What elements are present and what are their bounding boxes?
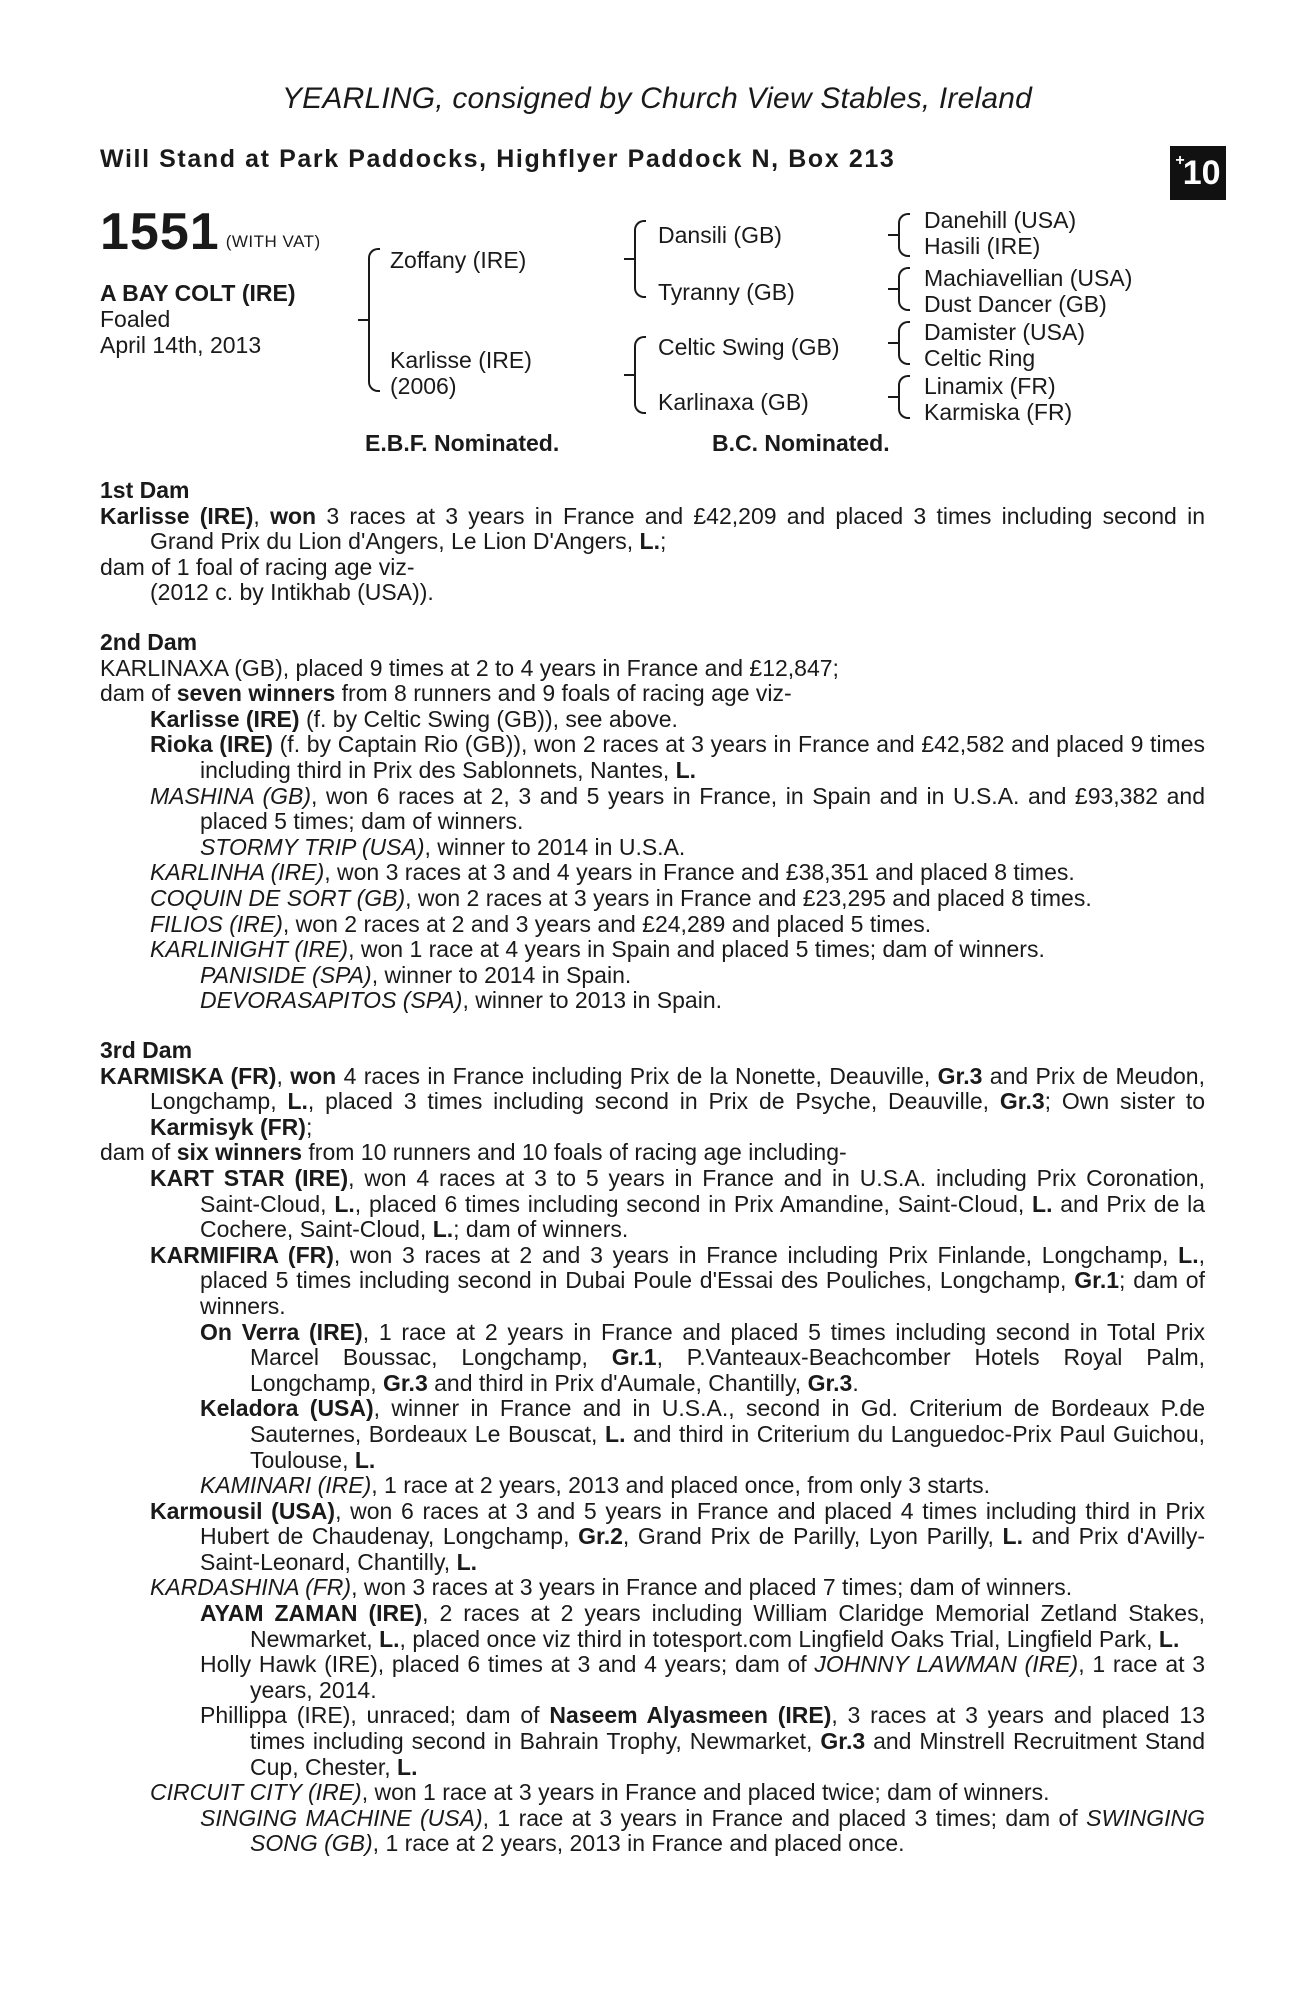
horse-name: Naseem Alyasmeen (IRE)	[549, 1702, 832, 1729]
winners-count: six winners	[176, 1139, 302, 1166]
pedigree-bracket-1	[368, 248, 380, 392]
horse-name: KARMIFIRA (FR)	[150, 1241, 334, 1268]
winners-count: seven winners	[176, 680, 336, 707]
listed-mark: L.	[1032, 1190, 1053, 1217]
second-dam-produce	[100, 681, 1205, 707]
sire-dam: Tyranny (GB)	[658, 279, 795, 305]
produce-item	[100, 912, 1205, 938]
first-dam-text: 3 races at 3 years in France and £42,209 and placed 3 times including second in Grand Prix du Lion d'Angers, Le Lion D'Angers,	[150, 502, 1205, 555]
lot-number: 1551	[100, 203, 220, 261]
listed-mark: L.	[1002, 1523, 1023, 1550]
punct: ;	[659, 528, 667, 555]
record-text: Holly Hawk (IRE), placed 6 times at 3 and 4 years; dam of	[200, 1651, 807, 1678]
produce-item	[100, 937, 1205, 963]
produce-item	[100, 963, 1205, 989]
group-mark: Gr.1	[611, 1344, 657, 1371]
record-text: and Minstrell Recruitment Stand Cup, Chester,	[250, 1728, 1206, 1780]
group-mark: Gr.3	[807, 1369, 853, 1396]
produce-item	[100, 1806, 1205, 1857]
produce-item	[100, 988, 1205, 1014]
horse-name: KART STAR (IRE)	[150, 1164, 349, 1191]
horse-name: JOHNNY LAWMAN (IRE)	[814, 1651, 1079, 1678]
record-text: and Prix de Meudon, Longchamp,	[150, 1062, 1205, 1115]
horse-name: FILIOS (IRE)	[150, 910, 283, 937]
ancestor-8: Karmiska (FR)	[924, 399, 1073, 425]
horse-name: KARDASHINA (FR)	[150, 1574, 352, 1601]
first-dam-name: Karlisse (IRE)	[100, 502, 254, 529]
pedigree-bracket-3b	[898, 267, 910, 311]
group-mark: Gr.2	[578, 1523, 623, 1550]
group-mark: Gr.3	[820, 1728, 866, 1755]
bc-nominated: B.C. Nominated.	[712, 430, 890, 456]
second-dam-intro: KARLINAXA (GB), placed 9 times at 2 to 4 years in France and £12,847;	[100, 654, 839, 681]
produce-item	[100, 1473, 1205, 1499]
third-dam-heading: 3rd Dam	[100, 1037, 193, 1063]
record-text: , won 6 races at 3 and 5 years in France and placed 4 times including third in Prix Hubert de Chaudenay, Longchamp,	[200, 1497, 1205, 1550]
ancestor-1: Danehill (USA)	[924, 207, 1077, 233]
horse-name: Rioka (IRE)	[150, 731, 273, 758]
pedigree-bracket-3d	[898, 375, 910, 419]
horse-name: KARLINIGHT (IRE)	[150, 936, 349, 963]
produce-item	[100, 707, 1205, 733]
horse-name: CIRCUIT CITY (IRE)	[150, 1779, 362, 1806]
horse-record: , won 2 races at 2 and 3 years and £24,289 and placed 5 times.	[282, 910, 932, 937]
produce-item	[100, 1575, 1205, 1601]
record-text: , won 1 race at 3 years in France and placed twice; dam of winners.	[361, 1779, 1050, 1806]
listed-mark: L.	[456, 1548, 478, 1575]
listed-mark: L.	[1178, 1241, 1199, 1268]
horse-name: Karlisse (IRE)	[150, 705, 300, 732]
horse-name: KARMISKA (FR)	[100, 1062, 277, 1089]
produce-item	[100, 1320, 1205, 1397]
sire-sire: Dansili (GB)	[658, 222, 782, 248]
produce-item	[100, 1396, 1205, 1473]
record-text: , placed once viz third in totesport.com Lingfield Oaks Trial, Lingfield Park,	[399, 1625, 1153, 1652]
record-text: , winner in France and in U.S.A., second in Gd. Criterium de Bordeaux P.de Sauternes, Bordeaux Le Bouscat,	[250, 1395, 1205, 1447]
record-text: , Grand Prix de Parilly, Lyon Parilly,	[622, 1523, 994, 1550]
first-dam-section	[100, 478, 1205, 606]
foaled-date: April 14th, 2013	[100, 332, 262, 358]
pedigree-bracket-2a	[634, 220, 646, 298]
dam-tail: from 10 runners and 10 foals of racing age including-	[308, 1139, 847, 1166]
produce-item	[100, 860, 1205, 886]
record-text: , 1 race at 2 years in France and placed 5 times including second in Total Prix Marcel Boussac, Longchamp,	[250, 1318, 1206, 1371]
horse-name: MASHINA (GB)	[150, 782, 312, 809]
horse-record: (f. by Celtic Swing (GB)), see above.	[305, 705, 678, 732]
record-text: , 3 races at 3 years and placed 13 times including second in Bahrain Trophy, Newmarket,	[250, 1702, 1205, 1755]
produce-item	[100, 886, 1205, 912]
first-dam-won: won	[270, 502, 317, 529]
record-text: , placed 3 times including second in Prix de Psyche, Deauville,	[307, 1088, 990, 1115]
record-text: and third in Criterium du Languedoc-Prix Paul Guichou, Toulouse,	[250, 1420, 1206, 1473]
punct: .	[852, 1369, 859, 1396]
record-text: , won 4 races at 3 to 5 years in France and in U.S.A. including Prix Coronation, Saint-Cloud,	[200, 1164, 1205, 1217]
horse-name: On Verra (IRE)	[200, 1318, 363, 1345]
horse-record: , won 2 races at 3 years in France and £23,295 and placed 8 times.	[405, 884, 1092, 911]
record-text: , 1 race at 3 years in France and placed 3 times; dam of	[482, 1804, 1078, 1831]
listed-mark: L.	[675, 756, 697, 783]
won-label: won	[290, 1062, 337, 1089]
vat-label: (WITH VAT)	[225, 232, 321, 251]
pedigree-bracket-3c	[898, 321, 910, 365]
page-badge	[1170, 146, 1226, 200]
horse-name: SINGING MACHINE (USA)	[200, 1804, 483, 1831]
ancestor-5: Damister (USA)	[924, 319, 1086, 345]
second-dam-section	[100, 630, 1205, 1014]
horse-record: , won 1 race at 4 years in Spain and placed 5 times; dam of winners.	[348, 936, 1045, 963]
third-dam-section	[100, 1038, 1205, 1857]
record-text: , won 3 races at 2 and 3 years in France including Prix Finlande, Longchamp,	[333, 1241, 1169, 1268]
badge-mark: +	[1175, 152, 1185, 169]
ancestor-2: Hasili (IRE)	[924, 233, 1041, 259]
listed-mark: L.	[605, 1420, 626, 1447]
record-text: and third in Prix d'Aumale, Chantilly,	[434, 1369, 802, 1396]
produce-item	[100, 784, 1205, 835]
group-mark: Gr.3	[937, 1062, 983, 1089]
record-text: and Prix de la Cochere, Saint-Cloud,	[200, 1190, 1206, 1243]
record-text: ; dam of winners.	[453, 1216, 629, 1243]
record-text: , P.Vanteaux-Beachcomber Hotels Royal Palm, Longchamp,	[250, 1344, 1205, 1396]
group-mark: Gr.3	[999, 1088, 1045, 1115]
stand-location: Will Stand at Park Paddocks, Highflyer Paddock N, Box 213	[100, 145, 896, 173]
record-text: , 1 race at 3 years, 2014.	[250, 1651, 1206, 1703]
record-text: , won 3 races at 3 years in France and placed 7 times; dam of winners.	[351, 1574, 1073, 1601]
horse-record: , winner to 2014 in U.S.A.	[424, 833, 686, 860]
badge-number: 10	[1182, 153, 1221, 192]
pedigree-bracket-3a	[898, 213, 910, 257]
produce-item	[100, 1601, 1205, 1652]
produce-item	[100, 835, 1205, 861]
dam-sire: Celtic Swing (GB)	[658, 334, 840, 360]
punct: ;	[305, 1113, 313, 1140]
horse-name: SWINGING SONG (GB)	[250, 1804, 1206, 1857]
ancestor-7: Linamix (FR)	[924, 373, 1056, 399]
horse-record: , winner to 2013 in Spain.	[462, 987, 722, 1014]
record-text: 4 races in France including Prix de la Nonette, Deauville,	[343, 1062, 931, 1089]
horse-name: KAMINARI (IRE)	[200, 1472, 372, 1499]
record-text: , 1 race at 2 years, 2013 and placed once, from only 3 starts.	[371, 1472, 991, 1499]
dam-of: dam of	[100, 1139, 171, 1166]
dam-name: Karlisse (IRE)	[390, 347, 532, 373]
produce-item	[100, 1166, 1205, 1243]
page-header: YEARLING, consigned by Church View Stables, Ireland	[281, 82, 1033, 115]
horse-name: AYAM ZAMAN (IRE)	[200, 1600, 423, 1627]
first-dam-heading: 1st Dam	[100, 477, 190, 503]
sire-name: Zoffany (IRE)	[390, 247, 527, 273]
ancestor-6: Celtic Ring	[924, 345, 1036, 371]
listed-mark: L.	[287, 1088, 308, 1115]
listed-mark: L.	[397, 1753, 418, 1780]
horse-name: Keladora (USA)	[200, 1395, 374, 1422]
ancestor-3: Machiavellian (USA)	[924, 265, 1133, 291]
produce-item	[100, 1243, 1205, 1320]
produce-item	[100, 732, 1205, 783]
group-mark: Gr.1	[1074, 1267, 1120, 1294]
pedigree-bracket-2b	[634, 336, 646, 414]
produce-item	[100, 1780, 1205, 1806]
record-text: , 1 race at 2 years, 2013 in France and placed once.	[372, 1830, 905, 1857]
listed-mark: L.	[1158, 1625, 1180, 1652]
dam-of: dam of	[100, 680, 171, 707]
produce-item	[100, 1703, 1205, 1780]
listed-mark: L.	[432, 1216, 454, 1243]
third-dam-produce	[100, 1140, 1205, 1166]
record-text: ; Own sister to	[1044, 1088, 1206, 1115]
second-dam-heading: 2nd Dam	[100, 629, 198, 655]
lot-number-line	[100, 205, 321, 271]
listed-mark: L.	[379, 1625, 400, 1652]
record-text: and Prix d'Avilly-Saint-Leonard, Chantilly,	[200, 1523, 1206, 1575]
record-text: , placed 5 times including second in Dubai Poule d'Essai des Pouliches, Longchamp,	[200, 1241, 1205, 1294]
dam-dam: Karlinaxa (GB)	[658, 389, 809, 415]
group-mark: Gr.3	[382, 1369, 428, 1396]
horse-record: , won 3 races at 3 and 4 years in France and £38,351 and placed 8 times.	[324, 859, 1075, 886]
horse-name: KARLINHA (IRE)	[150, 859, 325, 886]
record-text: Phillippa (IRE), unraced; dam of	[200, 1702, 540, 1729]
record-text: , 2 races at 2 years including William Claridge Memorial Zetland Stakes, Newmarket,	[250, 1600, 1205, 1652]
horse-record: (f. by Captain Rio (GB)), won 2 races at 3 years in France and £42,582 and placed 9 times including third in Prix des Sablonnets, Nantes,	[200, 731, 1206, 783]
third-dam-record: KARMISKA (FR), won 4 races in France including Prix de la Nonette, Deauville, Gr.3 and Prix de Meudon, Longchamp, L., placed 3 times including second in Prix de Psyche, Deauville, Gr.3; Own sister to Karmisyk (FR);	[100, 1062, 1206, 1140]
record-text: , placed 6 times including second in Prix Amandine, Saint-Cloud,	[354, 1190, 1025, 1217]
horse-name: PANISIDE (SPA)	[200, 961, 372, 988]
dam-year: (2006)	[390, 373, 457, 399]
produce-item	[100, 1652, 1205, 1703]
produce-item	[100, 1499, 1205, 1576]
listed-mark: L.	[334, 1190, 355, 1217]
horse-name: COQUIN DE SORT (GB)	[150, 884, 406, 911]
horse-record: , won 6 races at 2, 3 and 5 years in France, in Spain and in U.S.A. and £93,382 and placed 5 times; dam of winners.	[200, 782, 1205, 835]
first-dam-foal-1: (2012 c. by Intikhab (USA)).	[150, 579, 434, 606]
horse-name: Karmisyk (FR)	[150, 1113, 306, 1140]
horse-record: , winner to 2014 in Spain.	[371, 961, 632, 988]
lot-name: A BAY COLT (IRE)	[100, 280, 296, 306]
record-text: ; dam of winners.	[200, 1267, 1205, 1319]
ancestor-4: Dust Dancer (GB)	[924, 291, 1107, 317]
first-dam-record: Karlisse (IRE), won 3 races at 3 years in France and £42,209 and placed 3 times including second in Grand Prix du Lion d'Angers, Le Lion D'Angers, L.;	[100, 502, 1205, 555]
first-dam-foals: dam of 1 foal of racing age viz-	[100, 553, 415, 580]
ebf-nominated: E.B.F. Nominated.	[365, 430, 560, 456]
horse-name: Karmousil (USA)	[150, 1497, 336, 1524]
dam-tail: from 8 runners and 9 foals of racing age viz-	[341, 680, 792, 707]
horse-name: STORMY TRIP (USA)	[200, 833, 425, 860]
foaled-label: Foaled	[100, 306, 171, 332]
listed-mark: L.	[639, 528, 660, 555]
listed-mark: L.	[354, 1446, 376, 1473]
horse-name: DEVORASAPITOS (SPA)	[200, 987, 463, 1014]
